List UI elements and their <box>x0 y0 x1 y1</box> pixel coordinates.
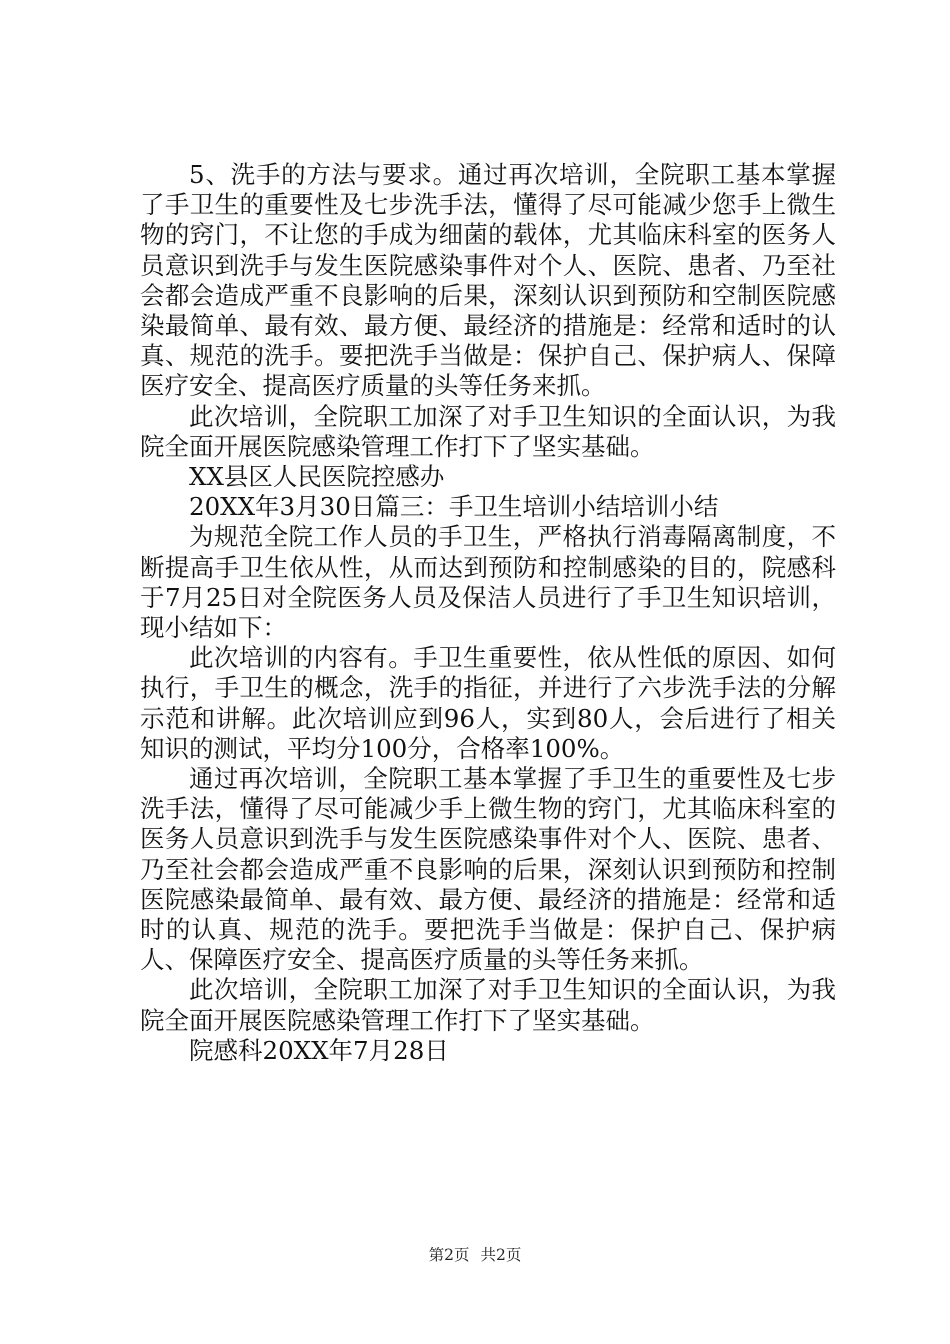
paragraph-handwashing-method: 5、洗手的方法与要求。通过再次培训，全院职工基本掌握了手卫生的重要性及七步洗手法，懂得了尽可能减少您手上微生物的窍门，不让您的手成为细菌的载体，尤其临床科室的医务人员意识到洗手与发生医院感染事件对个人、医院、患者、乃至社会都会造成严重不良影响的后果，深刻认识到预防和空制医院感染最简单、最有效、最方便、最经济的措施是：经常和适时的认真、规范的洗手。要把洗手当做是：保护自己、保护病人、保障医疗安全、提高医疗质量的头等任务来抓。 <box>140 160 836 401</box>
date-and-section-title: 20XX年3月30日篇三：手卫生培训小结培训小结 <box>189 492 719 522</box>
page-footer <box>0 1243 950 1265</box>
signature-office: XX县区人民医院控感办 <box>189 462 445 492</box>
document-body <box>140 160 836 1066</box>
paragraph-training-summary-1: 此次培训，全院职工加深了对手卫生知识的全面认识，为我院全面开展医院感染管理工作打下了坚实基础。 <box>140 401 836 461</box>
paragraph-training-result: 通过再次培训，全院职工基本掌握了手卫生的重要性及七步洗手法，懂得了尽可能减少手上微生物的窍门，尤其临床科室的医务人员意识到洗手与发生医院感染事件对个人、医院、患者、乃至社会都会造成严重不良影响的后果，深刻认识到预防和控制医院感染最简单、最有效、最方便、最经济的措施是：经常和适时的认真、规范的洗手。要把洗手当做是：保护自己、保护病人、保障医疗安全、提高医疗质量的头等任务来抓。 <box>140 764 836 975</box>
paragraph-training-summary-2: 此次培训，全院职工加深了对手卫生知识的全面认识，为我院全面开展医院感染管理工作打下了坚实基础。 <box>140 975 836 1035</box>
paragraph-training-purpose: 为规范全院工作人员的手卫生，严格执行消毒隔离制度，不断提高手卫生依从性，从而达到预防和控制感染的目的，院感科于7月25日对全院医务人员及保洁人员进行了手卫生知识培训，现小结如下： <box>140 522 836 643</box>
page-number: 第2页 <box>428 1246 470 1264</box>
paragraph-training-content: 此次培训的内容有。手卫生重要性，依从性低的原因、如何执行，手卫生的概念，洗手的指征，并进行了六步洗手法的分解示范和讲解。此次培训应到96人，实到80人，会后进行了相关知识的测试，平均分100分，合格率100%。 <box>140 643 836 763</box>
page-total: 共2页 <box>480 1246 522 1264</box>
signature-dept-date: 院感科20XX年7月28日 <box>189 1035 449 1065</box>
